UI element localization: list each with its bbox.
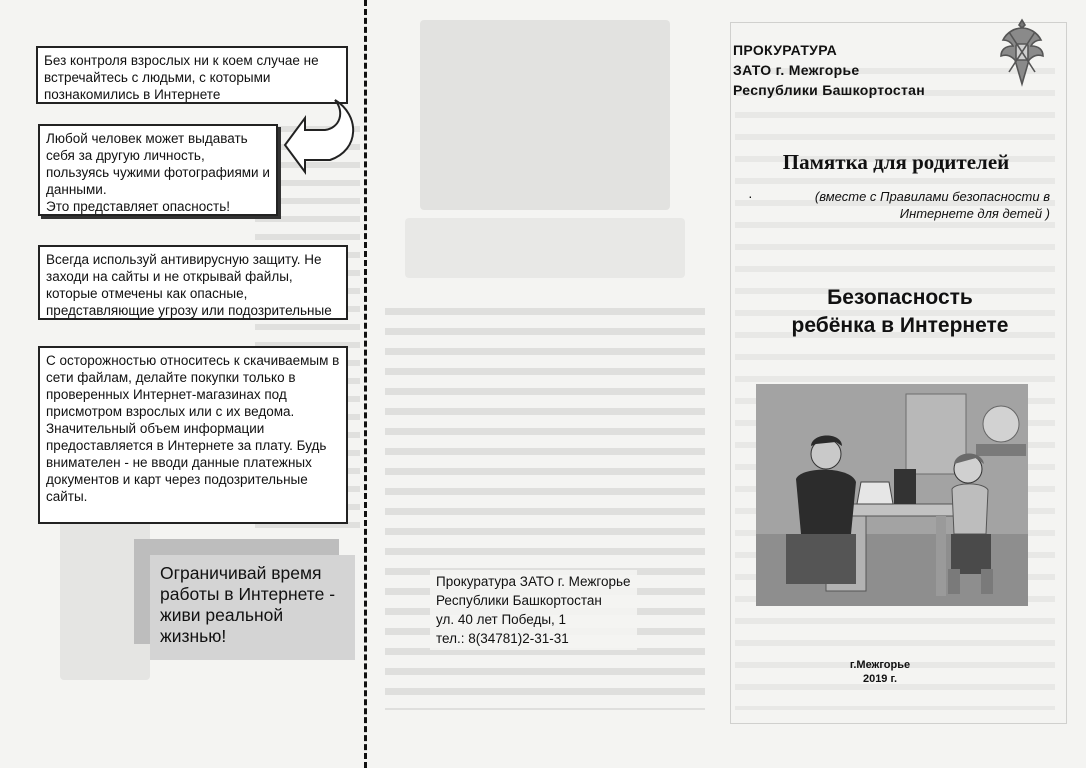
city-name: г.Межгорье [849,659,911,671]
fold-line [364,0,367,768]
right-panel-border [730,22,1067,724]
org-region: Республики Башкортостан [733,82,926,98]
address-org: Прокуратура ЗАТО г. Межгорье [436,574,631,589]
contact-address [430,570,637,650]
bleed-through-image-left [60,520,150,680]
downloads-box [38,346,348,524]
identity-warning-text: Любой человек может выдавать себя за другую личность, пользуясь чужими фотографиями и данными. [46,131,270,197]
prosecutor-emblem-icon [995,14,1050,94]
time-limit-text: Ограничивай время работы в Интернете - живи реальной жизнью! [160,563,336,646]
organization-heading [733,40,925,100]
bleed-through-image-middle [420,20,670,210]
payment-warning-text: Значительный объем информации предоставляется в Интернете за плату. Будь внимателен - не вводи данные платежных документов и карт через подозрительные сайты. [46,421,327,504]
org-name: ПРОКУРАТУРА [733,42,838,58]
antivirus-box [38,245,348,320]
identity-danger-text: Это представляет опасность! [46,199,230,214]
main-title-line2: ребёнка в Интернете [791,314,1009,337]
main-title [730,284,1070,340]
address-phone: тел.: 8(34781)2-31-31 [436,631,569,646]
antivirus-text: Всегда используй антивирусную защиту. Не заходи на сайты и не открывай файлы, которые отмечены как опасные, представляющие угрозу или подозрительные [46,252,332,318]
address-street: ул. 40 лет Победы, 1 [436,612,567,627]
memo-title: Памятка для родителей [782,150,1010,174]
time-limit-box [150,555,355,660]
memo-subtitle: (вместе с Правилами безопасности в Интернете для детей ) [814,189,1050,221]
org-city: ЗАТО г. Межгорье [733,62,860,78]
downloads-text: С осторожностью относитесь к скачиваемым в сети файлам, делайте покупки только в проверенных Интернет-магазинах под присмотром взрослых или с их ведома. [46,353,340,419]
address-region: Республики Башкортостан [436,593,602,608]
meeting-warning-text: Без контроля взрослых ни к коем случае не встречайтесь с людьми, с которыми познакомились в Интернете [44,53,319,102]
bleed-through-banner [405,218,685,278]
bullet-dot: · [748,188,753,204]
parent-child-computer-illustration [756,384,1028,606]
meeting-warning-box [36,46,348,104]
publication-year: 2019 г. [862,673,898,685]
identity-warning-box [38,124,278,216]
publication-place [820,658,940,686]
main-title-line1: Безопасность [827,286,973,309]
